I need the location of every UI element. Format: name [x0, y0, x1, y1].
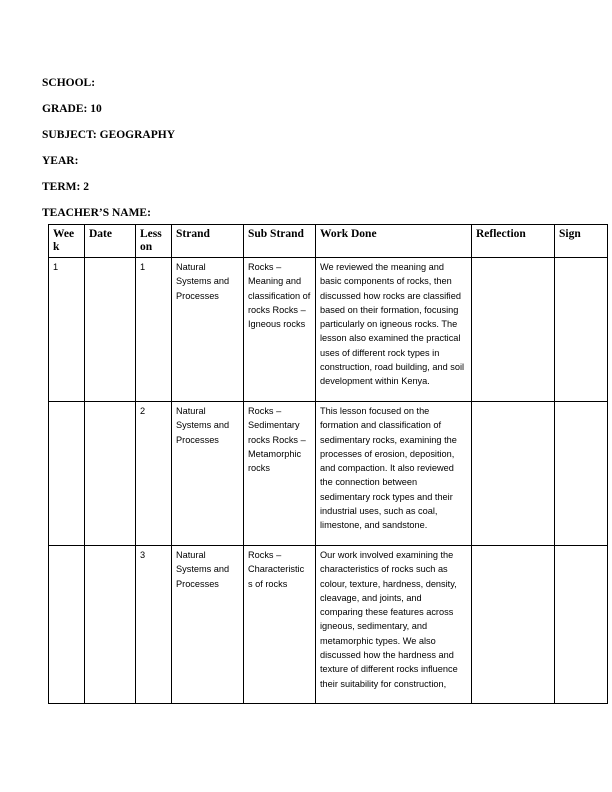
cell-lesson: 1: [136, 258, 172, 402]
record-of-work-table: [48, 224, 608, 704]
header-reflection: Reflection: [472, 225, 555, 258]
cell-work-done: We reviewed the meaning and basic components of rocks, then discussed how rocks are classified based on their formation, focusing particularly on igneous rocks. The lesson also examined the practical uses of different rock types in construction, road building, and soil development within Kenya.: [316, 258, 472, 402]
header-strand: Strand: [172, 225, 244, 258]
teacher-name-field: TEACHER’S NAME:: [42, 207, 151, 219]
cell-sub-strand: Rocks – Sedimentary rocks Rocks – Metamorphic rocks: [244, 402, 316, 546]
cell-lesson: 2: [136, 402, 172, 546]
cell-work-done: This lesson focused on the formation and classification of sedimentary rocks, examining the processes of erosion, deposition, and compaction. It also reviewed the connection between sedimentary rock types and their industrial uses, such as coal, limestone, and sandstone.: [316, 402, 472, 546]
header-week: Wee k: [49, 225, 85, 258]
header-sign: Sign: [555, 225, 608, 258]
header-date: Date: [85, 225, 136, 258]
cell-date: [85, 402, 136, 546]
header-work-done: Work Done: [316, 225, 472, 258]
cell-strand: Natural Systems and Processes: [172, 402, 244, 546]
cell-sub-strand: Rocks – Meaning and classification of rocks Rocks – Igneous rocks: [244, 258, 316, 402]
table-row: [49, 258, 608, 402]
cell-sub-strand: Rocks – Characteristic s of rocks: [244, 546, 316, 704]
cell-sign: [555, 258, 608, 402]
cell-date: [85, 546, 136, 704]
table-row: [49, 546, 608, 704]
cell-lesson: 3: [136, 546, 172, 704]
cell-reflection: [472, 546, 555, 704]
cell-work-done: Our work involved examining the characteristics of rocks such as colour, texture, hardness, density, cleavage, and joints, and comparing these features across igneous, sedimentary, and metamorphic types. We also discussed how the hardness and texture of different rocks influence their suitability for construction,: [316, 546, 472, 704]
term-field: TERM: 2: [42, 181, 89, 193]
cell-date: [85, 258, 136, 402]
subject-field: SUBJECT: GEOGRAPHY: [42, 129, 176, 141]
cell-week: 1: [49, 258, 85, 402]
header-lesson: Less on: [136, 225, 172, 258]
cell-strand: Natural Systems and Processes: [172, 258, 244, 402]
cell-strand: Natural Systems and Processes: [172, 546, 244, 704]
year-field: YEAR:: [42, 155, 79, 167]
cell-week: [49, 402, 85, 546]
header-sub-strand: Sub Strand: [244, 225, 316, 258]
cell-week: [49, 546, 85, 704]
table-row: [49, 402, 608, 546]
cell-sign: [555, 546, 608, 704]
grade-field: GRADE: 10: [42, 103, 102, 115]
table-header-row: [49, 225, 608, 258]
header-fields: [42, 76, 175, 232]
cell-reflection: [472, 402, 555, 546]
cell-sign: [555, 402, 608, 546]
cell-reflection: [472, 258, 555, 402]
school-field: SCHOOL:: [42, 77, 96, 89]
